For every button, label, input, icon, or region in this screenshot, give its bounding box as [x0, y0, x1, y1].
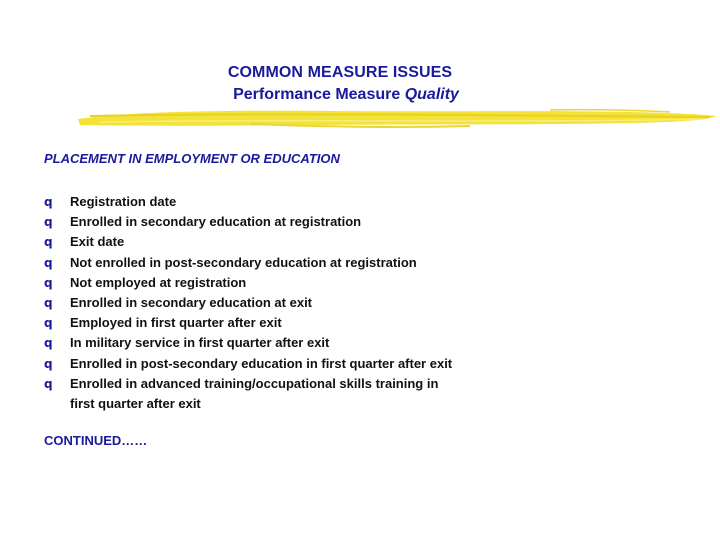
list-item [44, 333, 452, 353]
list-item-text: Enrolled in secondary education at registration [70, 214, 362, 230]
measure-list [44, 192, 452, 414]
list-item [44, 313, 452, 333]
checkbox-bullet-icon: q [44, 255, 53, 270]
list-item-text: Not employed at registration [70, 274, 247, 290]
title-sub-italic: Quality [404, 86, 459, 103]
checkbox-bullet-icon: q [44, 336, 53, 351]
list-item-text: Enrolled in advanced training/occupational skills training in [70, 375, 439, 391]
list-item-text: Enrolled in post-secondary education in first quarter after exit [70, 355, 453, 371]
title-sub-normal: Performance Measure [233, 86, 405, 103]
checkbox-bullet-icon: q [44, 195, 53, 209]
list-item-text: Exit date [70, 234, 125, 250]
checkbox-bullet-icon: q [44, 215, 53, 230]
list-item [44, 273, 452, 293]
checkbox-bullet-icon: q [44, 376, 53, 391]
checkbox-bullet-icon: q [44, 275, 53, 290]
list-item-continuation [44, 394, 452, 414]
list-item-text: Employed in first quarter after exit [70, 315, 282, 331]
checkbox-bullet-icon: q [44, 235, 53, 250]
list-item-continuation-text: first quarter after exit [70, 396, 201, 412]
yellow-brush-stroke [70, 104, 720, 130]
list-item [44, 232, 452, 252]
list-item-text: Enrolled in secondary education at exit [70, 295, 313, 311]
section-heading: PLACEMENT IN EMPLOYMENT OR EDUCATION [44, 151, 340, 166]
checkbox-bullet-icon: q [44, 316, 53, 331]
list-item [44, 293, 452, 313]
list-item [44, 192, 452, 212]
checkbox-bullet-icon: q [44, 296, 53, 311]
list-item [44, 253, 452, 273]
list-item-text: In military service in first quarter after exit [70, 335, 330, 351]
list-item-text: Not enrolled in post-secondary education at registration [70, 254, 417, 270]
list-item [44, 212, 452, 232]
list-item [44, 354, 452, 374]
checkbox-bullet-icon: q [44, 356, 53, 371]
title-sub [0, 84, 680, 106]
slide-title [0, 62, 680, 106]
continued-label: CONTINUED…… [44, 433, 148, 448]
list-item-text: Registration date [70, 194, 177, 209]
list-item [44, 374, 452, 394]
title-main: COMMON MEASURE ISSUES [227, 64, 453, 81]
